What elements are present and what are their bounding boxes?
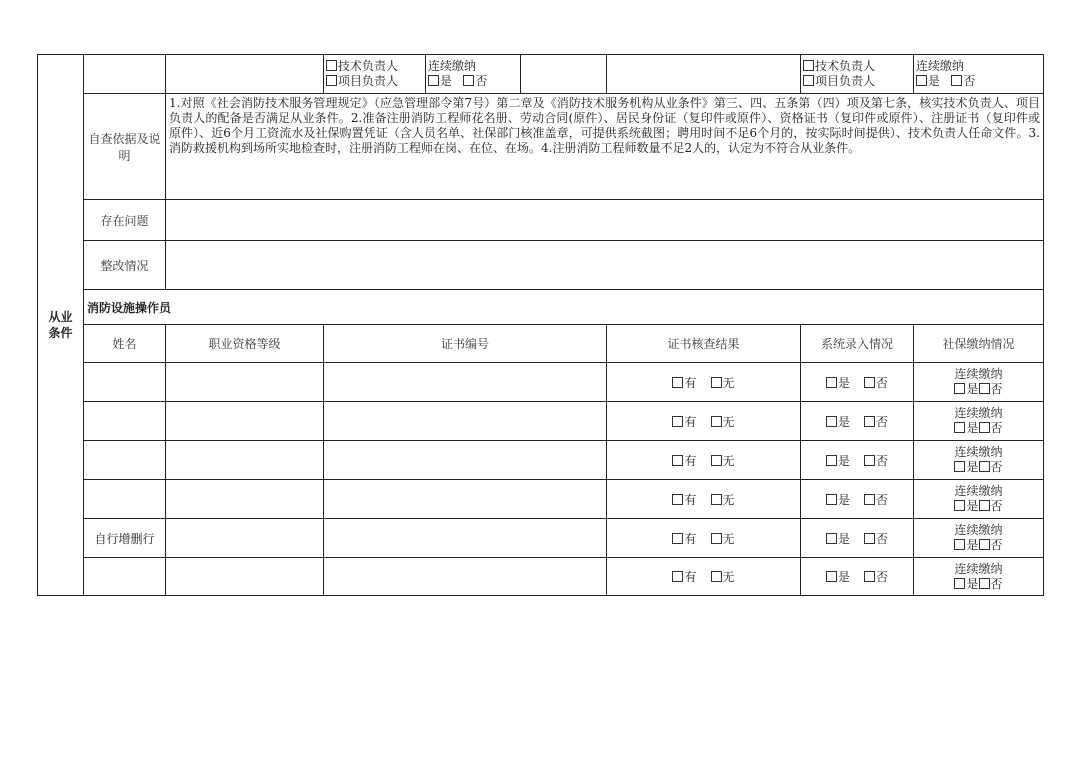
system-entry-cell: 是 否 (801, 363, 914, 402)
checkbox-icon[interactable] (711, 455, 722, 466)
checkbox-icon[interactable] (979, 422, 990, 433)
name-cell[interactable] (84, 363, 166, 402)
level-cell[interactable] (166, 402, 324, 441)
col-header-name: 姓名 (84, 325, 166, 363)
option-yes[interactable]: 是 (440, 74, 453, 88)
row-note-cell: 自行增删行 (84, 519, 166, 558)
certificate-number-cell[interactable] (324, 558, 607, 596)
col-header-verification-result: 证书核查结果 (607, 325, 801, 363)
top-cell-blank-3[interactable] (521, 55, 607, 94)
checkbox-icon[interactable] (803, 60, 814, 71)
checkbox-icon[interactable] (864, 377, 875, 388)
insurance-cell: 连续缴纳 是 否 (914, 480, 1044, 519)
checkbox-icon[interactable] (864, 571, 875, 582)
checkbox-icon[interactable] (864, 416, 875, 427)
checkbox-icon[interactable] (672, 494, 683, 505)
top-cell-blank-2[interactable] (166, 55, 324, 94)
name-cell[interactable] (84, 441, 166, 480)
role-option-tech-lead[interactable]: 技术负责人 (326, 59, 425, 74)
checkbox-icon[interactable] (954, 539, 965, 550)
checkbox-icon[interactable] (826, 494, 837, 505)
option-yes[interactable]: 是 (928, 74, 941, 88)
system-entry-cell: 是 否 (801, 480, 914, 519)
payment-label: 连续缴纳 (428, 59, 477, 73)
checkbox-icon[interactable] (826, 455, 837, 466)
checkbox-icon[interactable] (803, 75, 814, 86)
checkbox-icon[interactable] (672, 571, 683, 582)
checkbox-icon[interactable] (326, 75, 337, 86)
level-cell[interactable] (166, 363, 324, 402)
checkbox-icon[interactable] (672, 455, 683, 466)
system-entry-cell: 是 否 (801, 558, 914, 596)
col-header-social-insurance: 社保缴纳情况 (914, 325, 1044, 363)
name-cell[interactable] (84, 402, 166, 441)
certificate-number-cell[interactable] (324, 441, 607, 480)
basis-text: 1.对照《社会消防技术服务管理规定》（应急管理部令第7号）第二章及《消防技术服务机构从业条件》第三、四、五条第（四）项及第七条，核实技术负责人、项目负责人的配备是否满足从业条件。2.准备注册消防工程师花名册、劳动合同(原件）、居民身份证（复印件或原件）、资格证书（复印件或原件）、注册证书（复印件或原件）、近6个月工资流水及社保购置凭证（含人员名单、社保部门核准盖章，可提供系统截图；聘用时间不足6个月的，按实际时间提供）、技术负责人任命文件。3.消防救援机构到场所实地检查时，注册消防工程师在岗、在位、在场。4.注册消防工程师数量不足2人的，认定为不符合从业条件。 (166, 94, 1044, 200)
checkbox-icon[interactable] (954, 500, 965, 511)
self-check-form (37, 54, 1044, 596)
problems-field[interactable] (166, 200, 1044, 241)
role-checkboxes-2 (801, 55, 914, 94)
checkbox-icon[interactable] (711, 416, 722, 427)
rectification-field[interactable] (166, 241, 1044, 290)
verification-cell: 有 无 (607, 558, 801, 596)
checkbox-icon[interactable] (864, 494, 875, 505)
checkbox-icon[interactable] (979, 539, 990, 550)
option-no[interactable]: 否 (475, 74, 488, 88)
top-cell-blank-4[interactable] (607, 55, 801, 94)
insurance-cell: 连续缴纳 是 否 (914, 441, 1044, 480)
verification-cell: 有 无 (607, 519, 801, 558)
certificate-number-cell[interactable] (324, 402, 607, 441)
checkbox-icon[interactable] (951, 75, 962, 86)
checkbox-icon[interactable] (826, 416, 837, 427)
checkbox-icon[interactable] (672, 377, 683, 388)
col-header-system-entry: 系统录入情况 (801, 325, 914, 363)
level-cell[interactable] (166, 519, 324, 558)
checkbox-icon[interactable] (463, 75, 474, 86)
checkbox-icon[interactable] (326, 60, 337, 71)
name-cell[interactable] (84, 558, 166, 596)
checkbox-icon[interactable] (979, 383, 990, 394)
top-cell-blank-1[interactable] (84, 55, 166, 94)
table-row (38, 441, 1044, 480)
system-entry-cell: 是 否 (801, 402, 914, 441)
checkbox-icon[interactable] (979, 578, 990, 589)
system-entry-cell: 是 否 (801, 519, 914, 558)
role-option-project-lead[interactable]: 项目负责人 (326, 74, 425, 89)
table-row (38, 363, 1044, 402)
role-option-project-lead[interactable]: 项目负责人 (803, 74, 913, 89)
insurance-cell: 连续缴纳 是 否 (914, 402, 1044, 441)
table-row (38, 519, 1044, 558)
option-no[interactable]: 否 (963, 74, 976, 88)
checkbox-icon[interactable] (979, 500, 990, 511)
certificate-number-cell[interactable] (324, 363, 607, 402)
checkbox-icon[interactable] (916, 75, 927, 86)
table-row (38, 480, 1044, 519)
checkbox-icon[interactable] (979, 461, 990, 472)
verification-cell: 有 无 (607, 441, 801, 480)
checkbox-icon[interactable] (954, 461, 965, 472)
role-option-tech-lead[interactable]: 技术负责人 (803, 59, 913, 74)
checkbox-icon[interactable] (711, 494, 722, 505)
basis-label: 自查依据及说明 (84, 94, 166, 200)
checkbox-icon[interactable] (864, 533, 875, 544)
side-label-line-2: 条件 (48, 326, 73, 340)
checkbox-icon[interactable] (954, 578, 965, 589)
col-header-certificate-number: 证书编号 (324, 325, 607, 363)
checkbox-icon[interactable] (826, 377, 837, 388)
section-title: 消防设施操作员 (84, 290, 1044, 325)
payment-label: 连续缴纳 (916, 59, 965, 73)
checkbox-icon[interactable] (711, 377, 722, 388)
side-label-line-1: 从业 (48, 310, 73, 324)
checkbox-icon[interactable] (864, 455, 875, 466)
checkbox-icon[interactable] (954, 383, 965, 394)
table-row (38, 402, 1044, 441)
checkbox-icon[interactable] (711, 533, 722, 544)
payment-status-2 (914, 55, 1044, 94)
table-row (38, 558, 1044, 596)
name-cell[interactable] (84, 480, 166, 519)
certificate-number-cell[interactable] (324, 519, 607, 558)
level-cell[interactable] (166, 558, 324, 596)
payment-status-1 (426, 55, 521, 94)
checkbox-icon[interactable] (826, 533, 837, 544)
verification-cell: 有 无 (607, 480, 801, 519)
problems-label: 存在问题 (84, 200, 166, 241)
role-checkboxes-1 (324, 55, 426, 94)
insurance-cell: 连续缴纳 是 否 (914, 519, 1044, 558)
insurance-cell: 连续缴纳 是 否 (914, 363, 1044, 402)
verification-cell: 有 无 (607, 402, 801, 441)
level-cell[interactable] (166, 441, 324, 480)
side-label-qualification (38, 55, 84, 596)
checkbox-icon[interactable] (954, 422, 965, 433)
rectification-label: 整改情况 (84, 241, 166, 290)
certificate-number-cell[interactable] (324, 480, 607, 519)
insurance-cell: 连续缴纳 是 否 (914, 558, 1044, 596)
col-header-qualification-level: 职业资格等级 (166, 325, 324, 363)
checkbox-icon[interactable] (428, 75, 439, 86)
checkbox-icon[interactable] (826, 571, 837, 582)
checkbox-icon[interactable] (672, 416, 683, 427)
verification-cell: 有 无 (607, 363, 801, 402)
level-cell[interactable] (166, 480, 324, 519)
checkbox-icon[interactable] (672, 533, 683, 544)
system-entry-cell: 是 否 (801, 441, 914, 480)
checkbox-icon[interactable] (711, 571, 722, 582)
